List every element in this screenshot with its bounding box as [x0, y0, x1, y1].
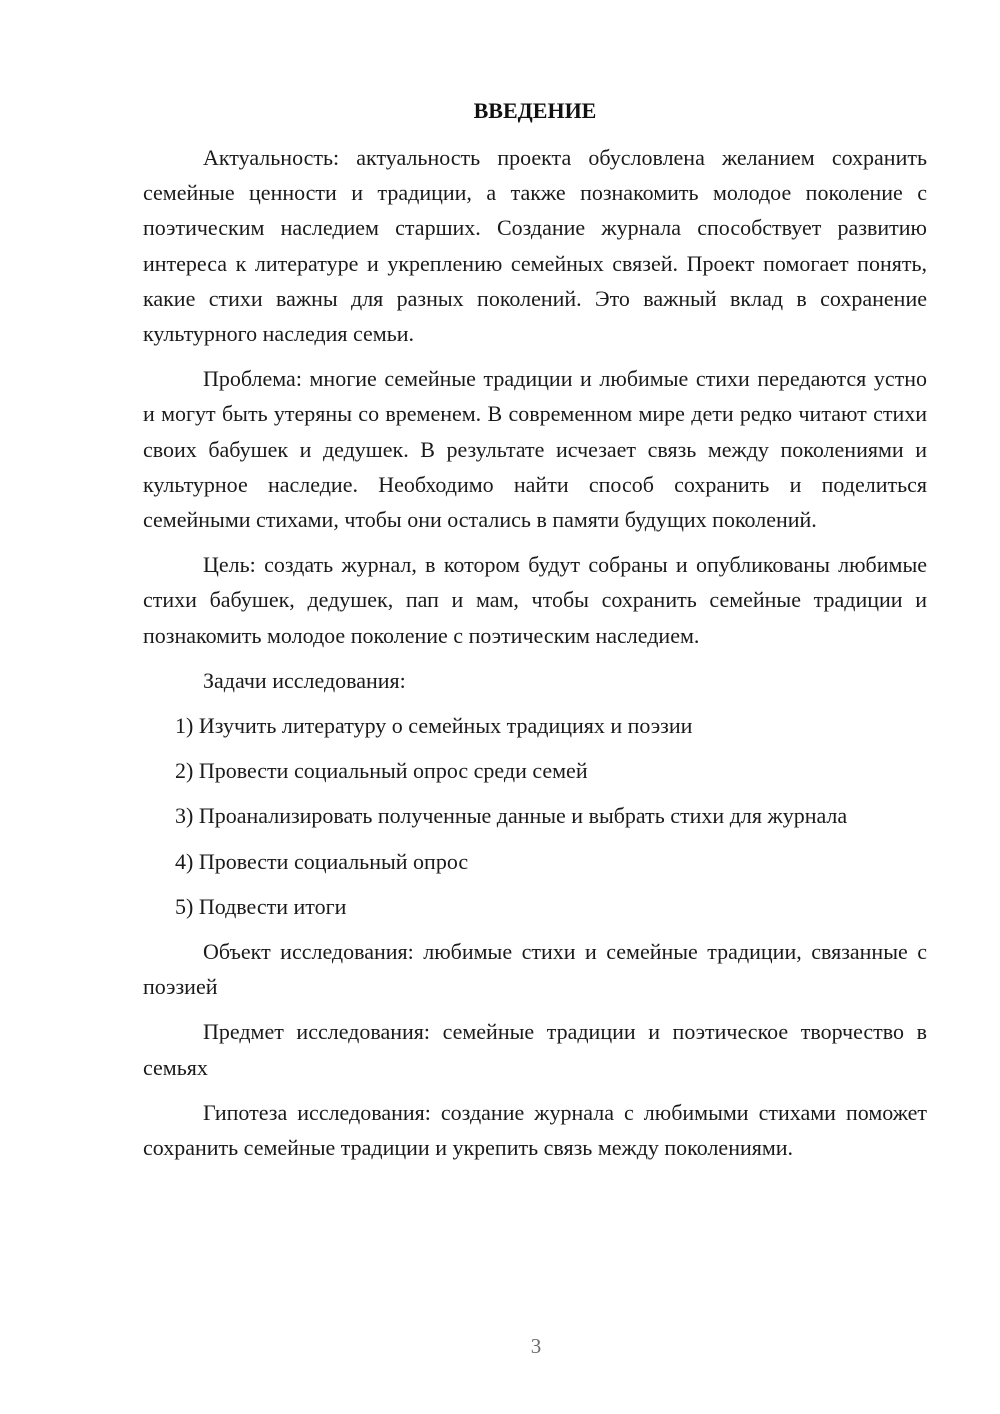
subject-paragraph: Предмет исследования: семейные традиции и поэтическое творчество в семьях	[143, 1019, 927, 1080]
task-item-5: 5) Подвести итоги	[175, 893, 347, 919]
hypothesis-paragraph: Гипотеза исследования: создание журнала с любимыми стихами поможет сохранить семейные традиции и укрепить связь между поколениями.	[143, 1099, 927, 1161]
tasks-heading: Задачи исследования:	[203, 667, 406, 693]
problem-paragraph: Проблема: многие семейные традиции и любимые стихи передаются устно и могут быть утеряны со временем. В современном мире дети редко читают стихи своих бабушек и дедушек. В результате исчезает связь между поколениями и культурное наследие. Необходимо найти способ сохранить и поделиться семейными стихами, чтобы они остались в памяти будущих поколений.	[143, 366, 927, 533]
page-number: 3	[530, 1334, 542, 1358]
task-item-4: 4) Провести социальный опрос	[175, 848, 469, 874]
task-item-2: 2) Провести социальный опрос среди семей	[175, 758, 588, 784]
task-item-1: 1) Изучить литературу о семейных традициях и поэзии	[175, 713, 693, 739]
page-title: ВВЕДЕНИЕ	[473, 98, 597, 123]
object-paragraph: Объект исследования: любимые стихи и семейные традиции, связанные с поэзией	[143, 939, 927, 1000]
task-item-3: 3) Проанализировать полученные данные и выбрать стихи для журнала	[175, 803, 848, 829]
goal-paragraph: Цель: создать журнал, в котором будут собраны и опубликованы любимые стихи бабушек, дедушек, пап и мам, чтобы сохранить семейные традиции и познакомить молодое поколение с поэтическим наследием.	[143, 552, 927, 648]
relevance-paragraph: Актуальность: актуальность проекта обусловлена желанием сохранить семейные ценности и традиции, а также познакомить молодое поколение с поэтическим наследием старших. Создание журнала способствует развитию интереса к литературе и укреплению семейных связей. Проект помогает понять, какие стихи важны для разных поколений. Это важный вклад в сохранение культурного наследия семьи.	[143, 145, 927, 347]
document-page	[143, 93, 927, 1175]
